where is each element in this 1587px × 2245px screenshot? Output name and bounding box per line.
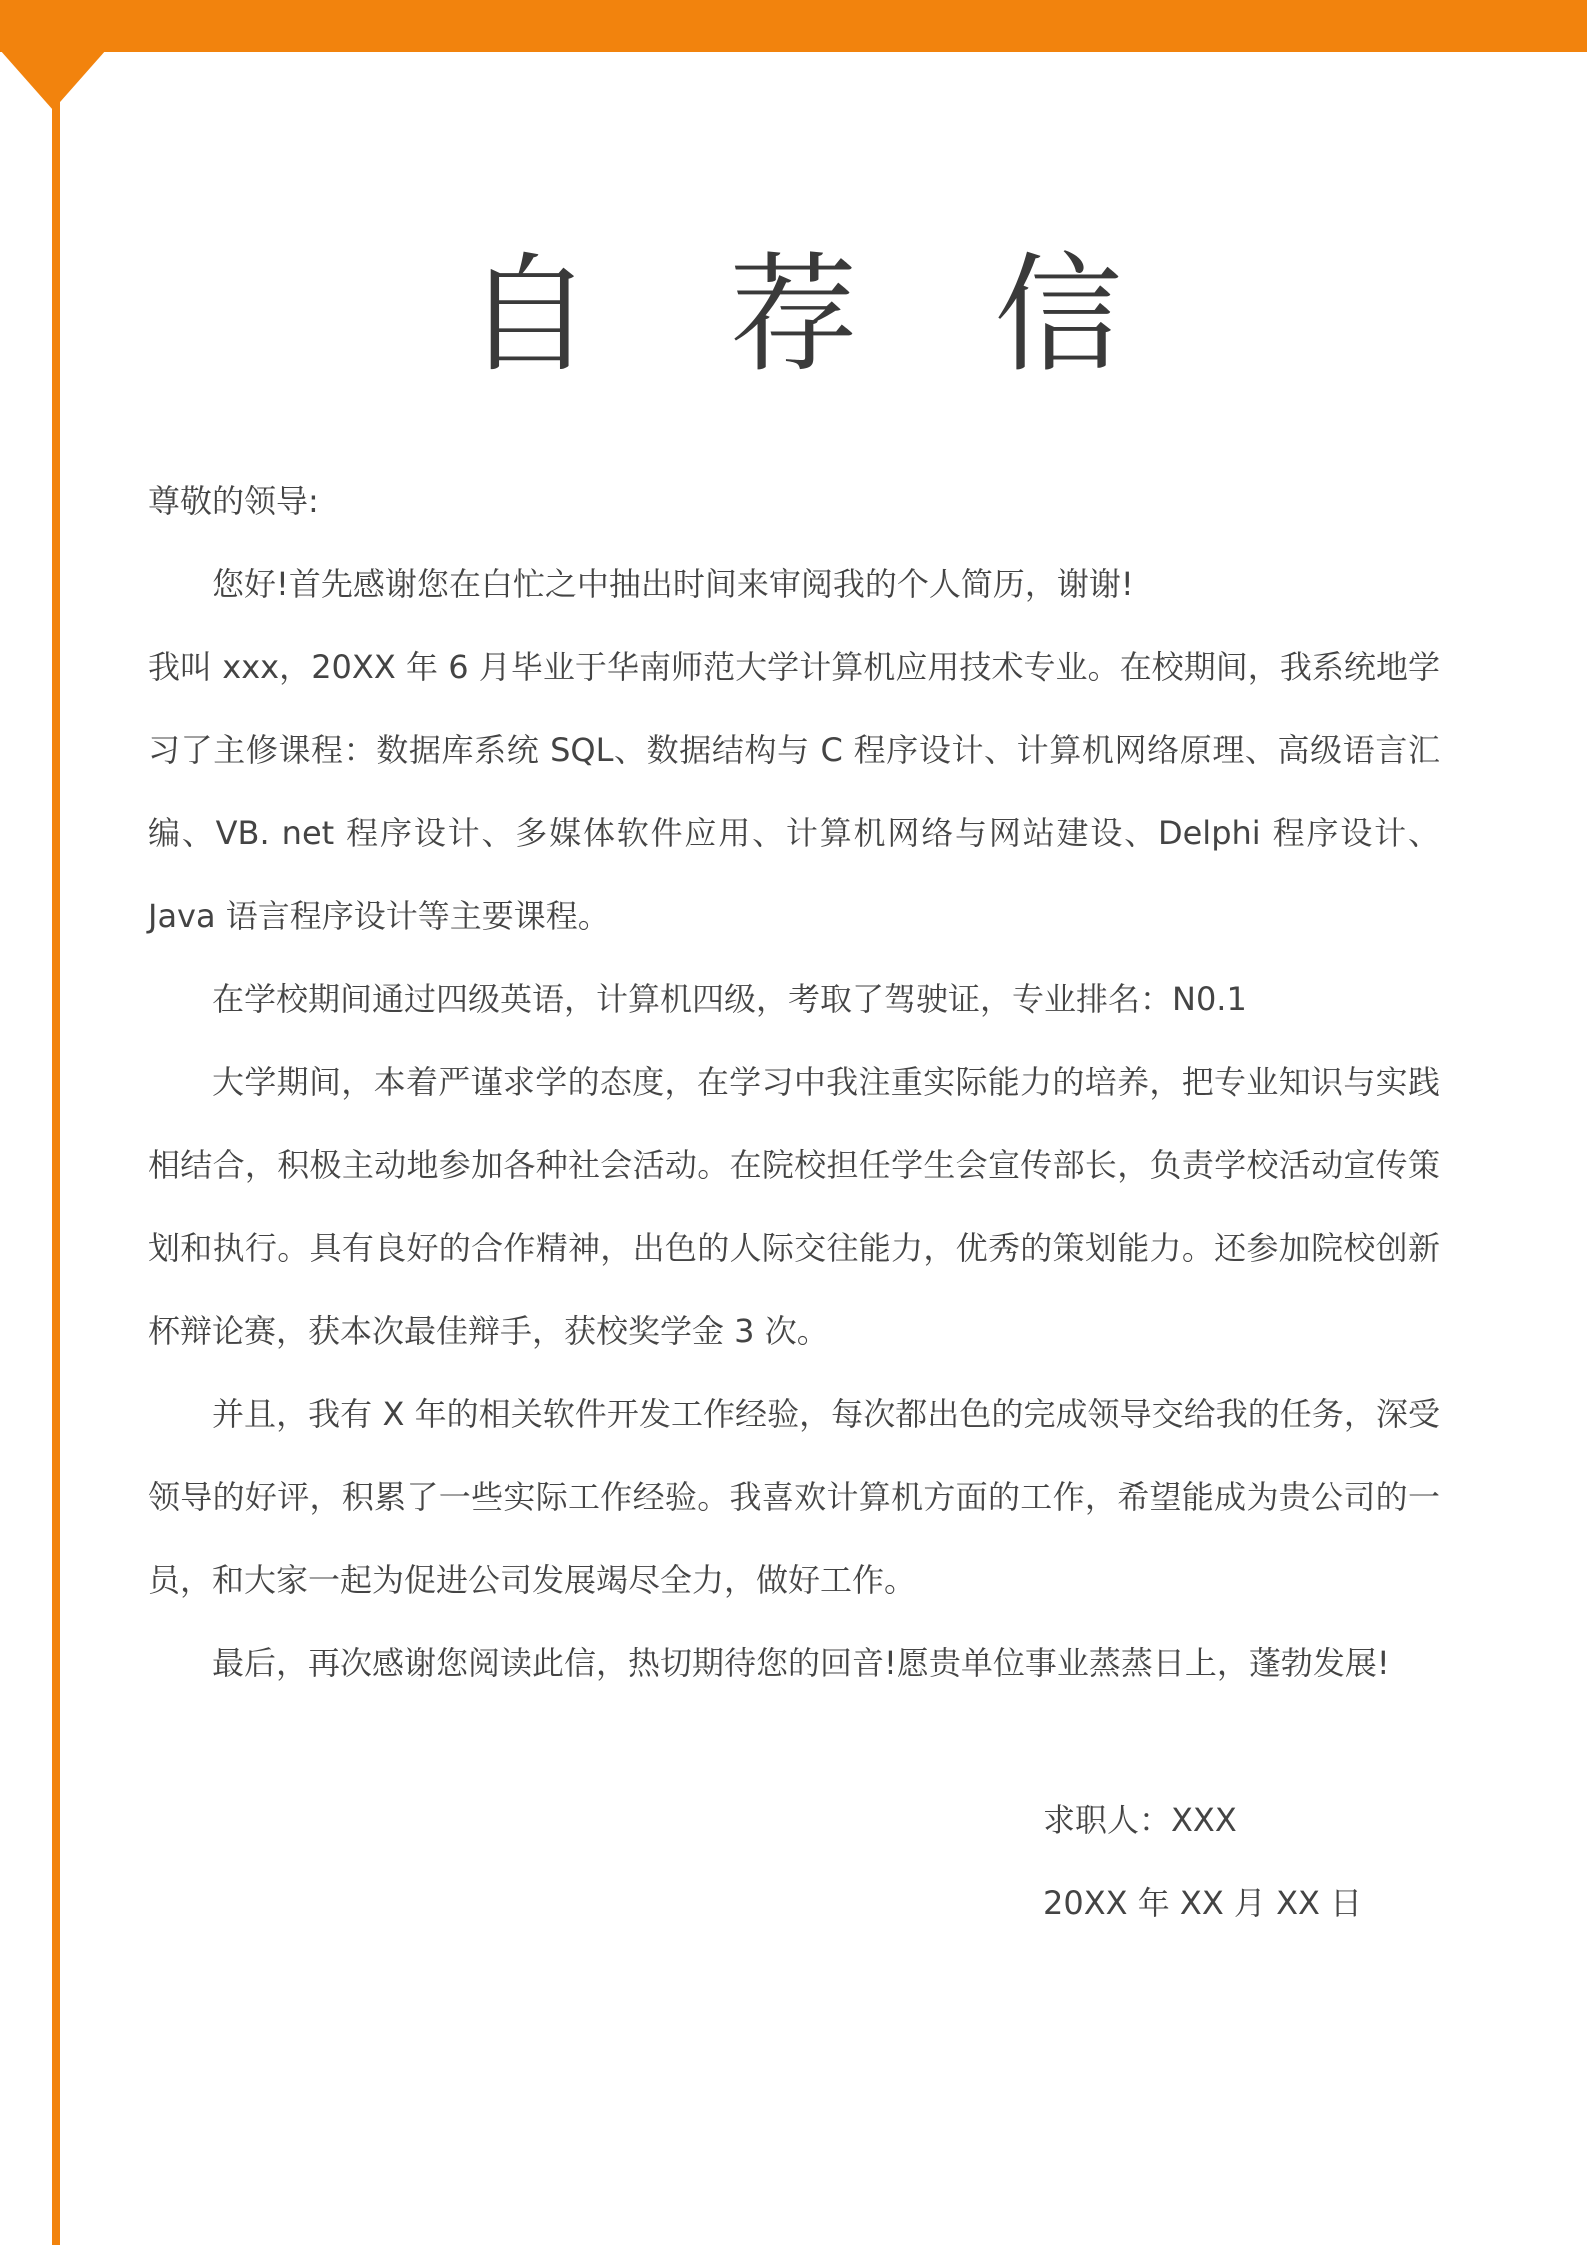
letter-body [148,460,1440,1705]
paragraph-greeting: 您好!首先感谢您在白忙之中抽出时间来审阅我的个人简历，谢谢! [212,565,1134,603]
paragraph-closing: 最后，再次感谢您阅读此信，热切期待您的回音!愿贵单位事业蒸蒸日上，蓬勃发展! [212,1644,1390,1682]
signature-block [1043,1779,1362,1945]
applicant-name: 求职人：XXX [1043,1801,1237,1839]
salutation: 尊敬的领导: [148,482,319,520]
page-title: 自 荐 信 [464,240,1171,390]
paragraph-certificates: 在学校期间通过四级英语，计算机四级，考取了驾驶证，专业排名：N0.1 [212,980,1247,1018]
paragraph-work-experience: 并且，我有 X 年的相关软件开发工作经验，每次都出色的完成领导交给我的任务，深受领导的好评，积累了一些实际工作经验。我喜欢计算机方面的工作，希望能成为贵公司的一员，和大家一起为促进公司发展竭尽全力，做好工作。 [148,1395,1440,1599]
paragraph-university-activities: 大学期间，本着严谨求学的态度，在学习中我注重实际能力的培养，把专业知识与实践相结合，积极主动地参加各种社会活动。在院校担任学生会宣传部长，负责学校活动宣传策划和执行。具有良好的合作精神，出色的人际交往能力，优秀的策划能力。还参加院校创新杯辩论赛，获本次最佳辩手，获校奖学金 3 次。 [148,1063,1440,1350]
left-accent-line [52,100,60,2245]
signature-date: 20XX 年 XX 月 XX 日 [1043,1884,1363,1922]
paragraph-education: 我叫 xxx，20XX 年 6 月毕业于华南师范大学计算机应用技术专业。在校期间，我系统地学习了主修课程：数据库系统 SQL、数据结构与 C 程序设计、计算机网络原理、高级语言汇编、VB. net 程序设计、多媒体软件应用、计算机网络与网站建设、Delphi 程序设计、Java 语言程序设计等主要课程。 [148,648,1440,935]
top-accent-bar [0,0,1587,52]
